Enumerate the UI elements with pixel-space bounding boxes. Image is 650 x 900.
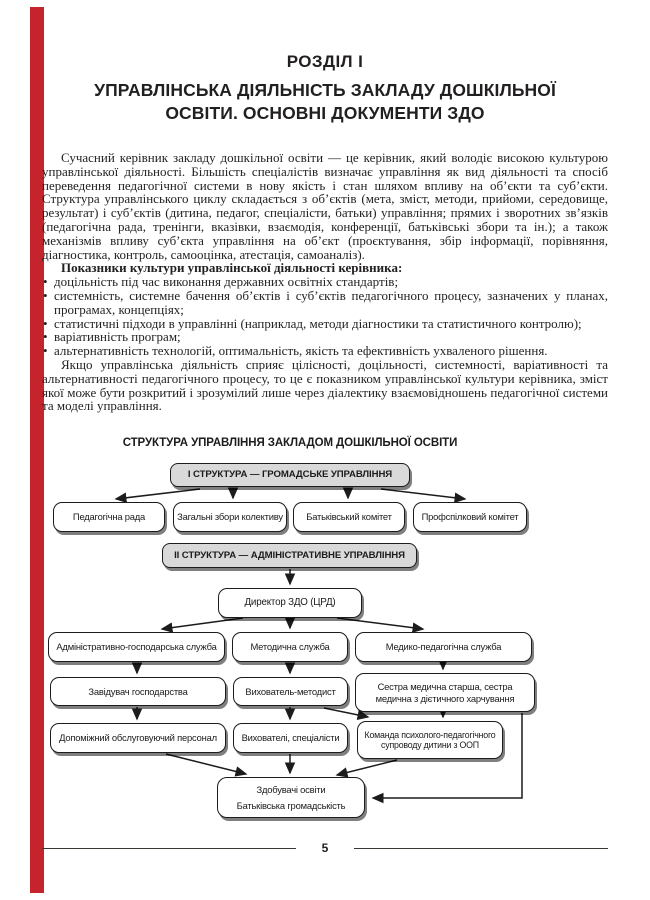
box-trade-union-committee: Профспілковий комітет xyxy=(413,502,527,532)
final-box-line1: Здобувачі освіти xyxy=(256,783,326,795)
box-education-recipients xyxy=(217,777,365,818)
body-text xyxy=(42,151,608,413)
box-structure1-public-management: І СТРУКТУРА — ГРОМАДСЬКЕ УПРАВЛІННЯ xyxy=(170,463,410,487)
list-item: • доцільність під час виконання державних освітніх стандартів; xyxy=(42,275,608,289)
page-title: УПРАВЛІНСЬКА ДІЯЛЬНІСТЬ ЗАКЛАДУ ДОШКІЛЬНОЇ ОСВІТИ. ОСНОВНІ ДОКУМЕНТИ ЗДО xyxy=(94,80,556,124)
list-intro: Показники культури управлінської діяльності керівника: xyxy=(61,260,403,276)
footer-rule-right xyxy=(354,848,608,849)
bullet-list xyxy=(42,275,608,358)
list-item: • статистичні підходи в управлінні (наприклад, методи діагностики та статистичного контролю); xyxy=(42,317,608,331)
box-methodical-service: Методична служба xyxy=(232,632,348,662)
footer-rule-left xyxy=(42,848,296,849)
box-director: Директор ЗДО (ЦРД) xyxy=(218,588,362,618)
paragraph-intro: Сучасний керівник закладу дошкільної освіти — це керівник, який володіє високою культурою управлінської діяльності. Більшість спеціалістів визначає управління як вид діяльності та спосіб переведення педагогічної системи в нову якість і стан шляхом впливу на об’єкти та суб’єкти. Структура управлінського циклу складається з об’єктів (мета, зміст, методи, прийоми, середовище, результат) і суб’єктів (дитина, педагог, спеціалісти, батьки) управління; прямих і зворотних зв’язків (педагогічна рада, тренінги, вказівки, взаємодія, конференції, батьківські збори та ін.); а також механізмів впливу суб’єкта управління на об’єкт (проєктування, збір інформації, порівняння, діагностика, контроль, самооцінка, атестація, самоаналіз). xyxy=(42,150,608,262)
box-staff-general-meeting: Загальні збори колективу xyxy=(173,502,287,532)
box-psycho-pedagogical-support-team: Команда психолого-педагогічного супроводу дитини з ООП xyxy=(357,721,503,759)
box-household-manager: Завідувач господарства xyxy=(50,677,226,706)
box-administrative-economic-service: Адміністративно-господарська служба xyxy=(48,632,225,662)
list-item: • альтернативність технологій, оптимальність, якість та ефективність ухваленого рішення. xyxy=(42,344,608,358)
box-pedagogical-council: Педагогічна рада xyxy=(53,502,165,532)
final-box-line2: Батьківська громадськість xyxy=(236,800,346,811)
page-footer xyxy=(42,842,608,854)
page-number: 5 xyxy=(321,841,329,855)
page-header xyxy=(70,52,580,126)
paragraph-conclusion: Якщо управлінська діяльність сприяє цілісності, доцільності, системності, варіативності та альтернативності педагогічного процесу, то це є показником управлінської культури керівника, зміст якої може бути розкритий і зрозумілий лише через діалектику взаємовідношень педагогічної системи та моделі управління. xyxy=(42,356,608,414)
box-parents-committee: Батьківський комітет xyxy=(293,502,405,532)
box-medical-pedagogical-service: Медико-педагогічна служба xyxy=(355,632,532,662)
box-structure2-administrative-management: ІІ СТРУКТУРА — АДМІНІСТРАТИВНЕ УПРАВЛІННЯ xyxy=(162,543,417,568)
diagram-title: СТРУКТУРА УПРАВЛІННЯ ЗАКЛАДОМ ДОШКІЛЬНОЇ ОСВІТИ xyxy=(122,437,458,449)
box-educators-specialists: Вихователі, спеціалісти xyxy=(233,723,348,753)
list-item: • системність, системне бачення об’єктів і суб’єктів педагогічного процесу, зазначених у планах, програмах, концепціях; xyxy=(42,289,608,317)
box-senior-medical-nurse: Сестра медична старша, сестра медична з дієтичного харчування xyxy=(355,673,535,712)
box-educator-methodist: Вихователь-методист xyxy=(233,677,348,706)
box-auxiliary-service-staff: Допоміжний обслуговуючий персонал xyxy=(50,723,226,753)
list-item: • варіативність програм; xyxy=(42,330,608,344)
chapter-heading: РОЗДІЛ І xyxy=(286,52,364,71)
org-structure-diagram xyxy=(40,437,540,837)
